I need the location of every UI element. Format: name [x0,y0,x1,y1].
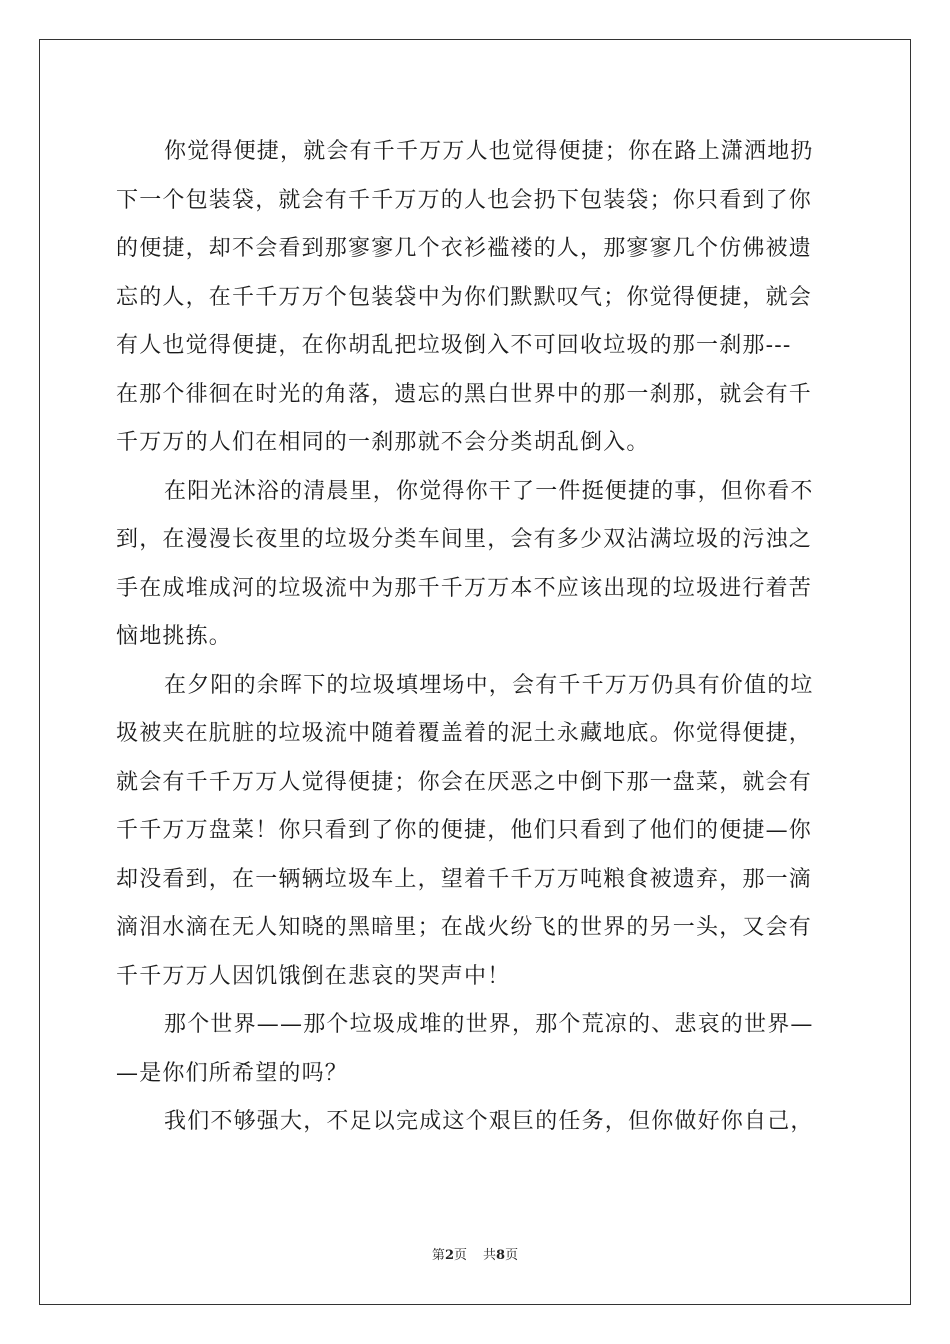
total-prefix: 共 [483,1248,497,1263]
text-line: 在夕阳的余晖下的垃圾填埋场中，会有千千万万仍具有价值的垃 [164,672,814,698]
text-line: 千千万万盘菜！你只看到了你的便捷，他们只看到了他们的便捷—你 [116,818,813,843]
text-line: 忘的人，在千千万万个包装袋中为你们默默叹气；你觉得便捷，就会 [116,284,813,310]
text-line: 圾被夹在肮脏的垃圾流中随着覆盖着的泥土永藏地底。你觉得便捷， [116,721,813,746]
text-line: 下一个包装袋，就会有千千万万的人也会扔下包装袋；你只看到了你 [116,187,813,213]
text-line: 那个世界——那个垃圾成堆的世界，那个荒凉的、悲哀的世界— [164,1012,814,1037]
page-number: 2 [444,1248,454,1263]
paragraph [116,1001,836,1098]
text-line: 到，在漫漫长夜里的垃圾分类车间里，会有多少双沾满垃圾的污浊之 [116,527,813,552]
text-line: 却没看到，在一辆辆垃圾车上，望着千千万万吨粮食被遗弃，那一滴 [116,866,813,892]
total-pages: 8 [496,1248,506,1263]
page-suffix: 页 [453,1248,467,1263]
text-line: 千万万的人们在相同的一刹那就不会分类胡乱倒入。 [116,430,650,455]
text-line: 恼地挑拣。 [116,624,233,649]
text-line: 我们不够强大，不足以完成这个艰巨的任务，但你做好你自己， [164,1109,814,1134]
paragraph [116,468,836,662]
text-line: —是你们所希望的吗？ [116,1060,349,1086]
page-footer [0,1244,950,1263]
page-prefix: 第 [431,1248,445,1263]
text-line: 的便捷，却不会看到那寥寥几个衣衫褴褛的人，那寥寥几个仿佛被遗 [116,236,813,261]
paragraph [116,1098,836,1147]
paragraph [116,128,836,468]
text-line: 就会有千千万万人觉得便捷；你会在厌恶之中倒下那一盘菜，就会有 [116,769,813,795]
text-line: 手在成堆成河的垃圾流中为那千千万万本不应该出现的垃圾进行着苦 [116,575,813,601]
text-line: 你觉得便捷，就会有千千万万人也觉得便捷；你在路上潇洒地扔 [164,139,814,164]
text-line: 滴泪水滴在无人知晓的黑暗里；在战火纷飞的世界的另一头，又会有 [116,915,813,940]
text-line: 有人也觉得便捷，在你胡乱把垃圾倒入不可回收垃圾的那一刹那--- [116,333,792,358]
document-body [116,128,836,1147]
paragraph [116,662,836,1002]
text-line: 在阳光沐浴的清晨里，你觉得你干了一件挺便捷的事，但你看不 [164,478,814,504]
text-line: 千千万万人因饥饿倒在悲哀的哭声中！ [116,963,511,989]
text-line: 在那个徘徊在时光的角落，遗忘的黑白世界中的那一刹那，就会有千 [116,381,813,407]
total-suffix: 页 [505,1248,519,1263]
